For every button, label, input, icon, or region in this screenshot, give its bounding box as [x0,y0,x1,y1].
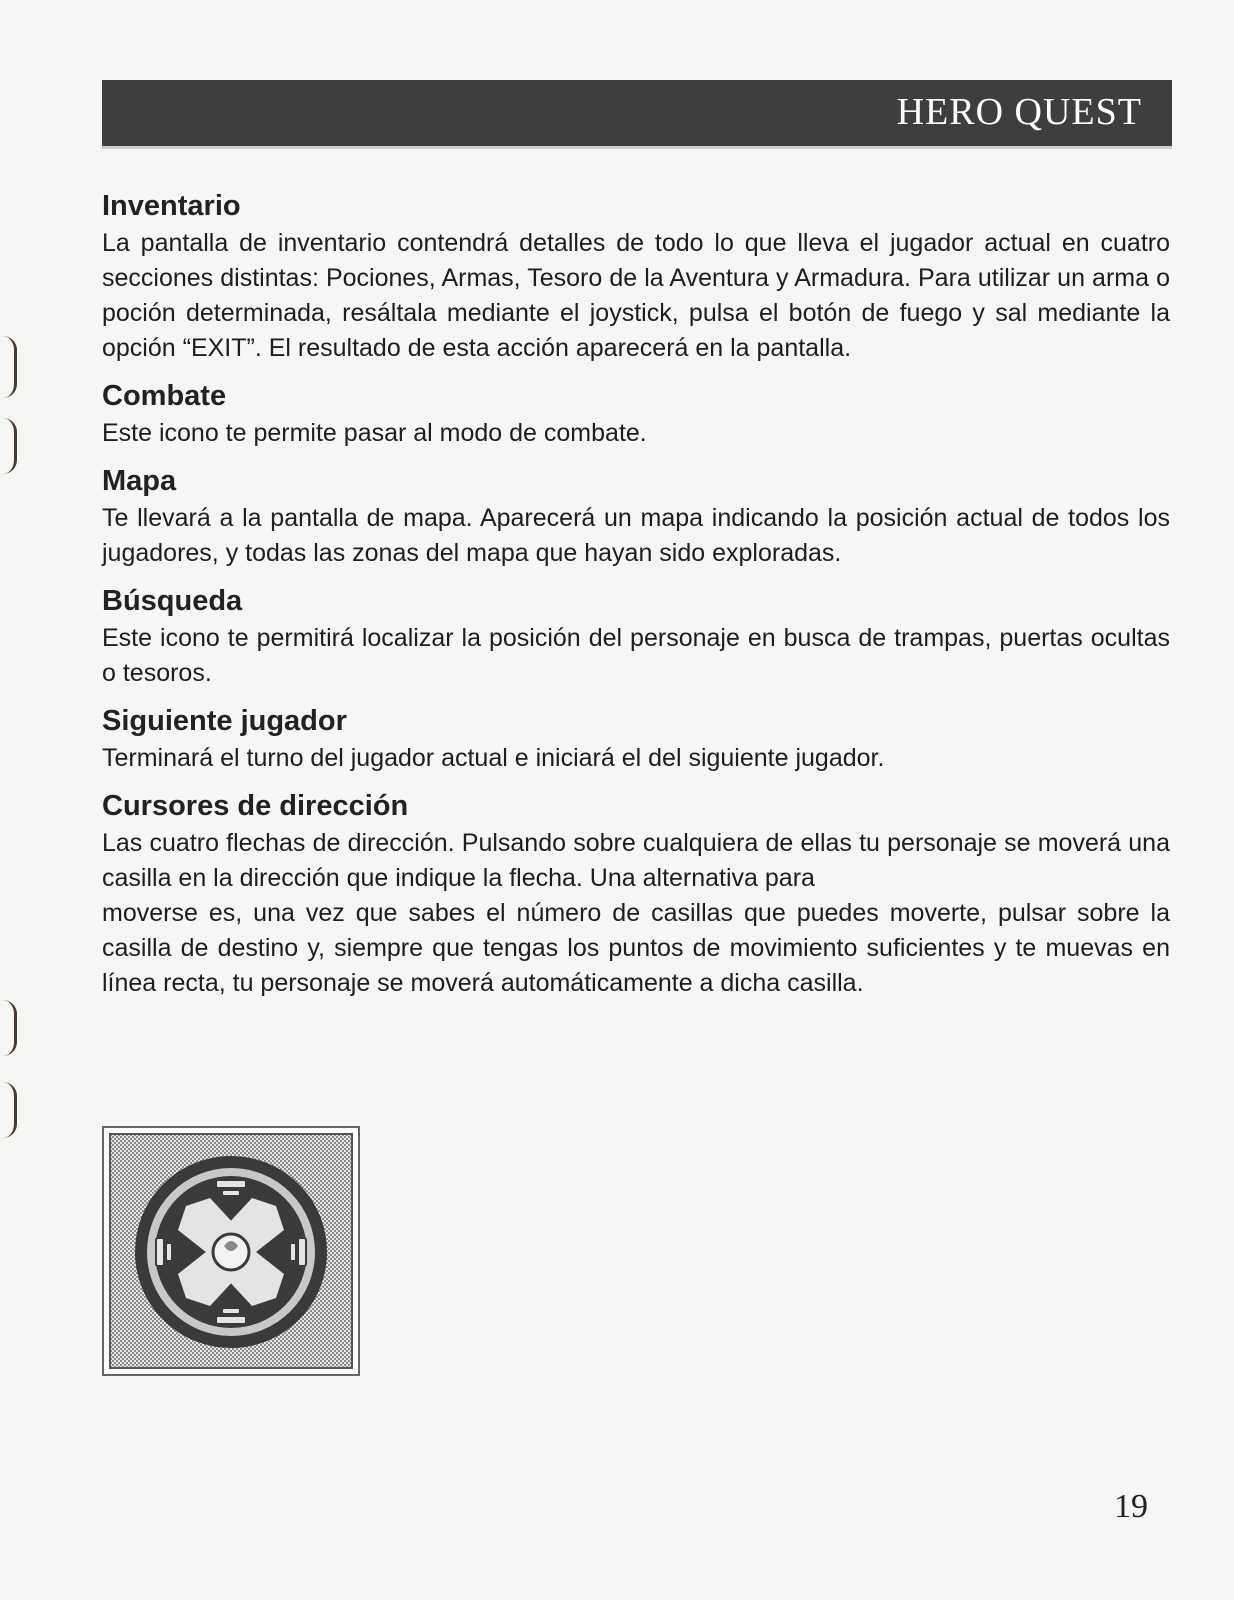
section-heading-inventario: Inventario [102,190,241,222]
section-text-mapa: Te llevará a la pantalla de mapa. Aparecerá un mapa indicando la posición actual de todos los jugadores, y todas las zonas del mapa que hayan sido exploradas. [102,504,1170,567]
section-text-cursores-continued: moverse es, una vez que sabes el número de casillas que puedes moverte, pulsar sobre la casilla de destino y, siempre que tengas los puntos de movimiento suficientes y te muevas en línea recta, tu personaje se moverá automáticamente a dicha casilla. [102,899,1170,997]
section-text-busqueda: Este icono te permitirá localizar la posición del personaje en busca de trampas, puertas ocultas o tesoros. [102,624,1170,687]
section-heading-combate: Combate [102,380,227,412]
manual-content [102,186,1170,1001]
section-text-inventario: La pantalla de inventario contendrá detalles de todo lo que lleva el jugador actual en cuatro secciones distintas: Pociones, Armas, Tesoro de la Aventura y Armadura. Para utilizar un arma o poción determinada, resáltala mediante el joystick, pulsa el botón de fuego y sal mediante la opción “EXIT”. El resultado de esta acción aparecerá en la pantalla. [102,229,1170,362]
section-text-cursores: Las cuatro flechas de dirección. Pulsando sobre cualquiera de ellas tu personaje se moverá una casilla en la dirección que indique la flecha. Una alternativa para [102,829,1170,892]
header-bar [102,80,1172,146]
section-heading-busqueda: Búsqueda [102,585,243,617]
section-heading-siguiente-jugador: Siguiente jugador [102,705,347,737]
binding-mark [0,1082,17,1138]
section-text-siguiente-jugador: Terminará el turno del jugador actual e iniciará el del siguiente jugador. [102,744,885,772]
section-text-combate: Este icono te permite pasar al modo de combate. [102,419,647,447]
section-heading-mapa: Mapa [102,465,177,497]
header-title: HERO QUEST [896,91,1142,133]
wrapped-text-block [102,896,1170,1001]
direction-cursor-icon [104,1128,358,1374]
direction-cursor-illustration [102,1126,360,1376]
page-number: 19 [1114,1488,1148,1525]
binding-mark [0,1000,17,1056]
section-heading-cursores: Cursores de dirección [102,790,409,822]
binding-mark [0,336,17,398]
binding-mark [0,418,17,474]
